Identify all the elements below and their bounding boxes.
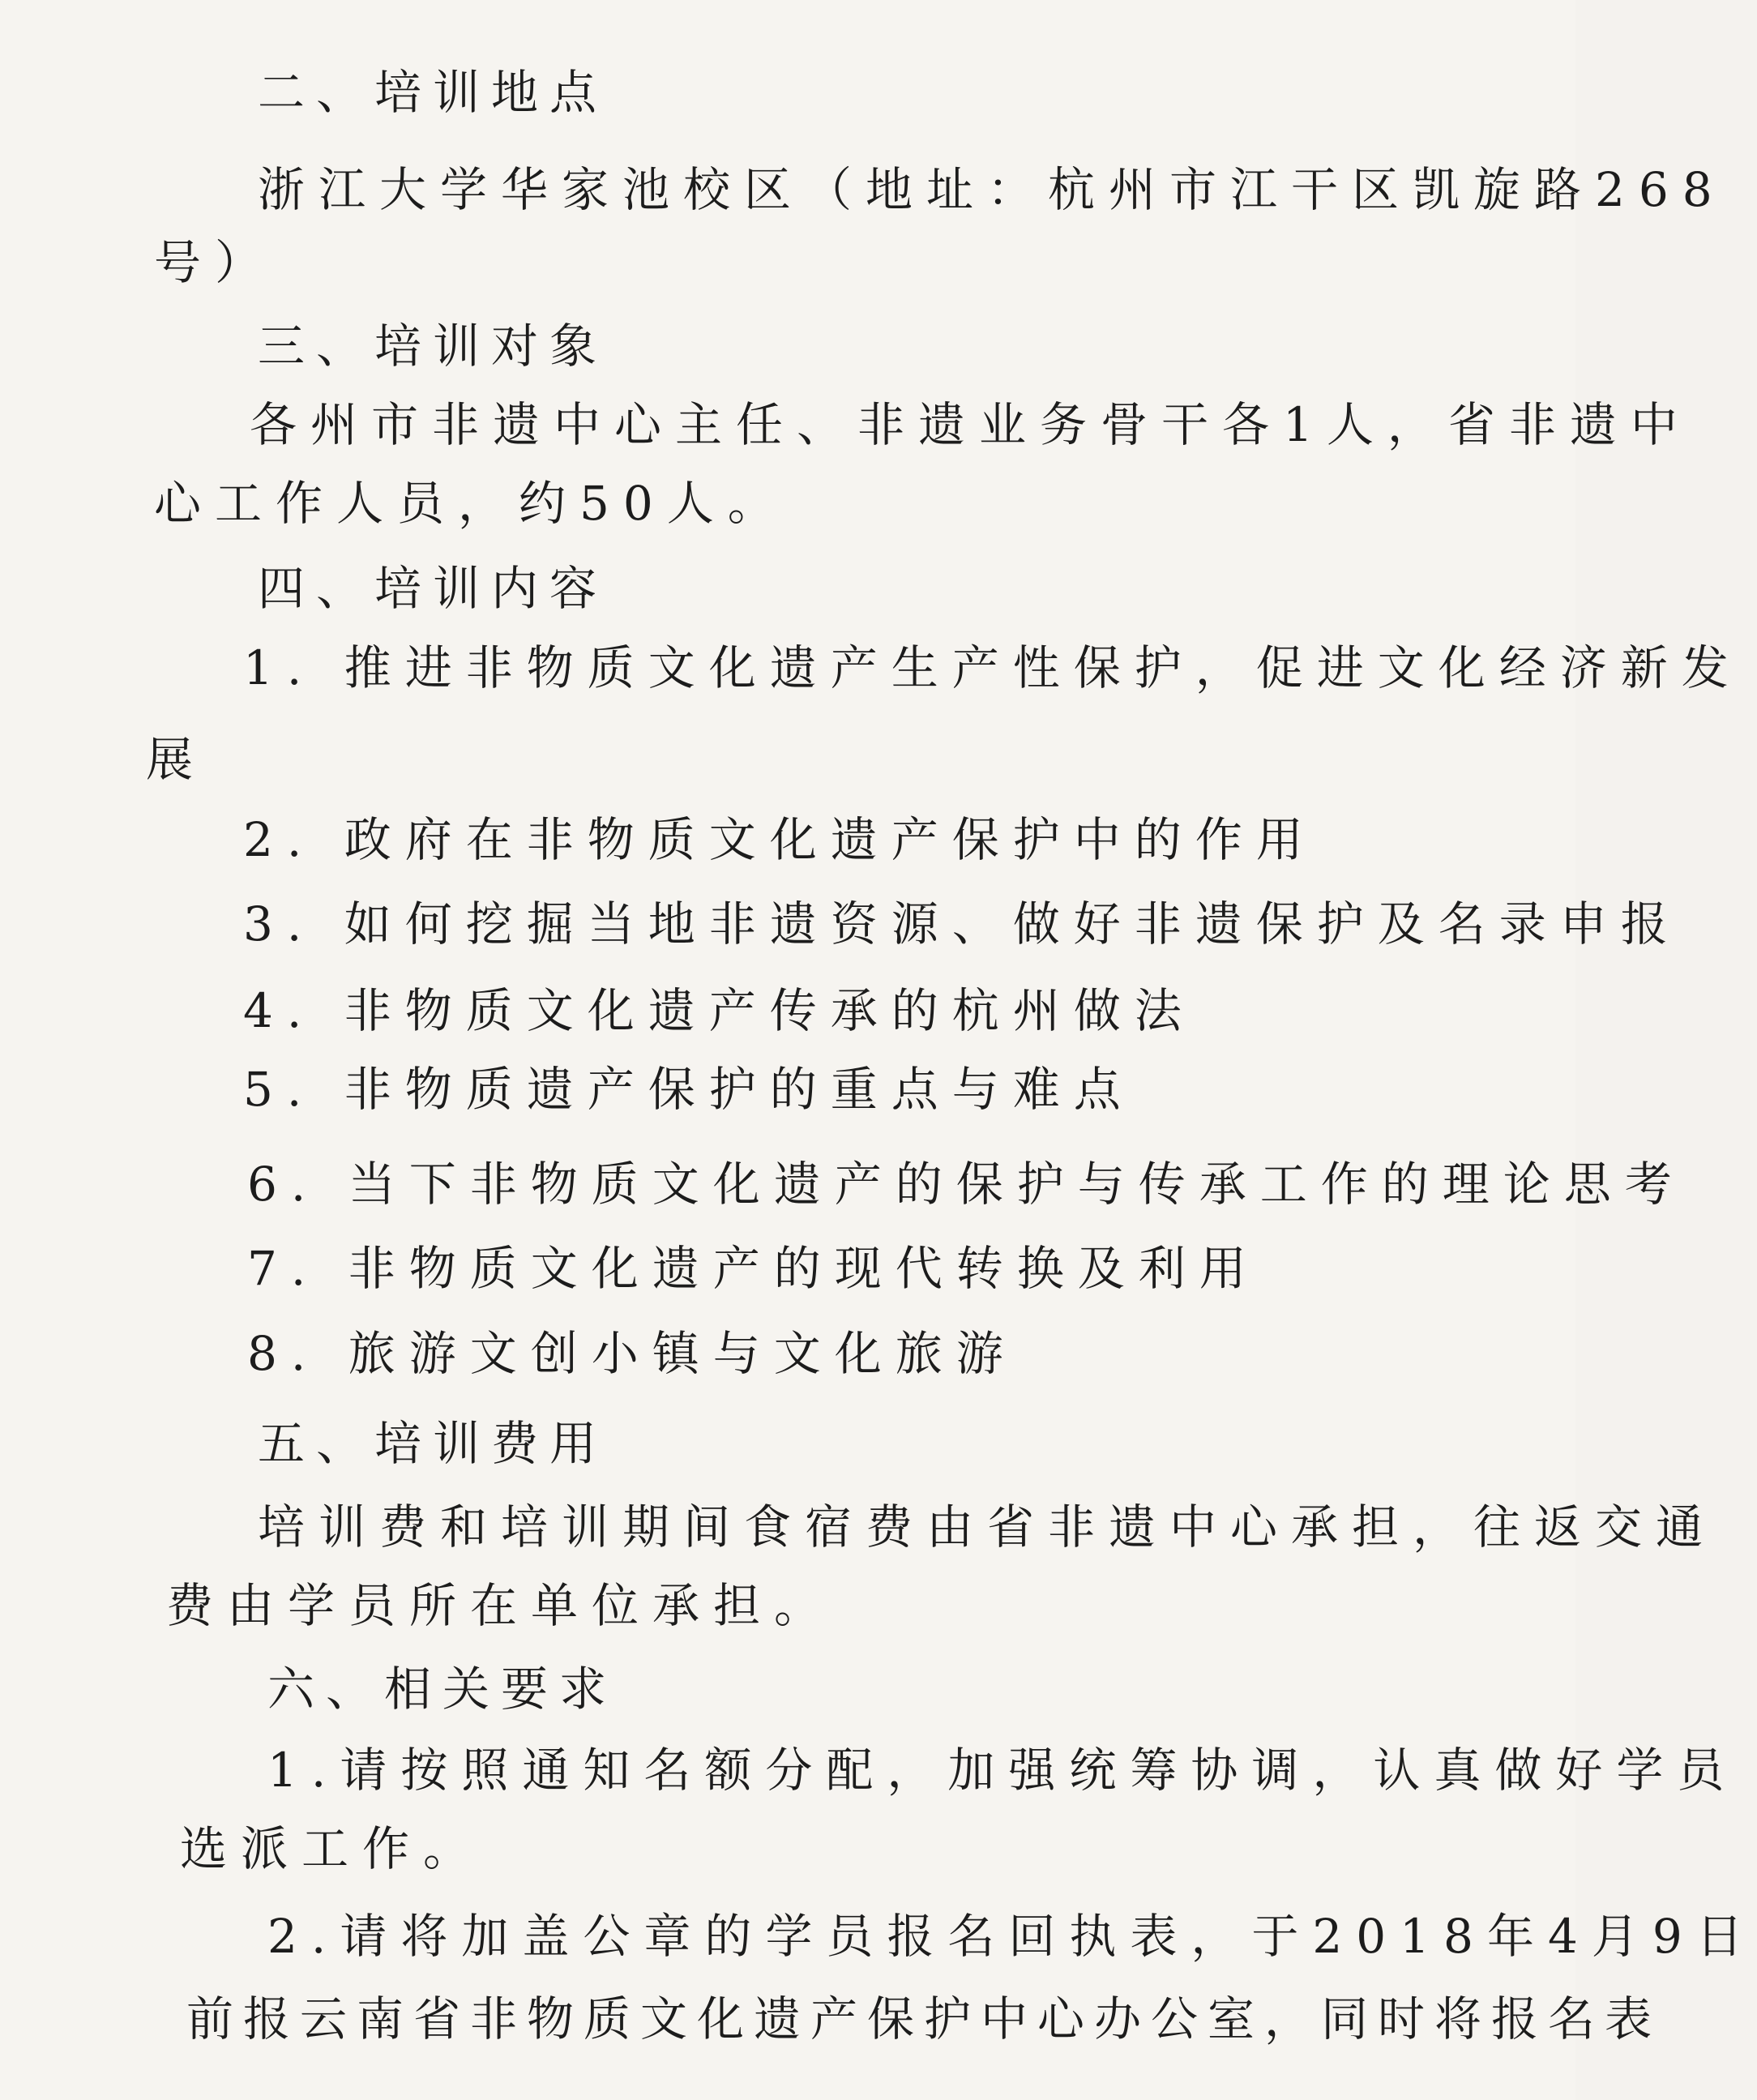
- section-3-line-2: 心工作人员，约50人。: [154, 476, 789, 531]
- section-4-item-2: 2. 政府在非物质文化遗产保护中的作用: [243, 812, 1317, 867]
- section-4-item-1-line-1: 1. 推进非物质文化遗产生产性保护，促进文化经济新发: [243, 640, 1742, 695]
- section-4-item-7: 7. 非物质文化遗产的现代转换及利用: [247, 1241, 1260, 1296]
- section-2-line-2: 号）: [154, 235, 276, 290]
- section-2-line-1: 浙江大学华家池校区（地址：杭州市江干区凯旋路268: [258, 162, 1726, 217]
- section-4-item-6: 6. 当下非物质文化遗产的保护与传承工作的理论思考: [247, 1157, 1686, 1212]
- section-5-heading: 五、培训费用: [258, 1416, 609, 1471]
- section-3-line-1: 各州市非遗中心主任、非遗业务骨干各1人，省非遗中: [250, 397, 1691, 452]
- section-5-line-2: 费由学员所在单位承担。: [166, 1578, 836, 1633]
- section-4-heading: 四、培训内容: [258, 561, 609, 616]
- section-4-item-1-line-2: 展: [146, 732, 207, 787]
- section-4-item-3: 3. 如何挖掘当地非遗资源、做好非遗保护及名录申报: [243, 896, 1682, 952]
- section-5-line-1: 培训费和培训期间食宿费由省非遗中心承担，往返交通: [258, 1499, 1717, 1555]
- section-3-heading: 三、培训对象: [258, 319, 609, 374]
- section-6-item-2-line-1: 2.请将加盖公章的学员报名回执表，于2018年4月9日: [267, 1909, 1757, 1964]
- section-2-heading: 二、培训地点: [258, 65, 609, 120]
- section-6-item-1-line-1: 1.请按照通知名额分配，加强统筹协调，认真做好学员: [267, 1743, 1738, 1798]
- section-4-item-8: 8. 旅游文创小镇与文化旅游: [247, 1326, 1017, 1381]
- section-4-item-5: 5. 非物质遗产保护的重点与难点: [243, 1062, 1135, 1117]
- section-6-item-1-line-2: 选派工作。: [180, 1821, 485, 1876]
- section-6-heading: 六、相关要求: [267, 1662, 618, 1717]
- section-6-item-2-line-2: 前报云南省非物质文化遗产保护中心办公室，同时将报名表: [186, 1991, 1662, 2047]
- section-4-item-4: 4. 非物质文化遗产传承的杭州做法: [243, 983, 1195, 1038]
